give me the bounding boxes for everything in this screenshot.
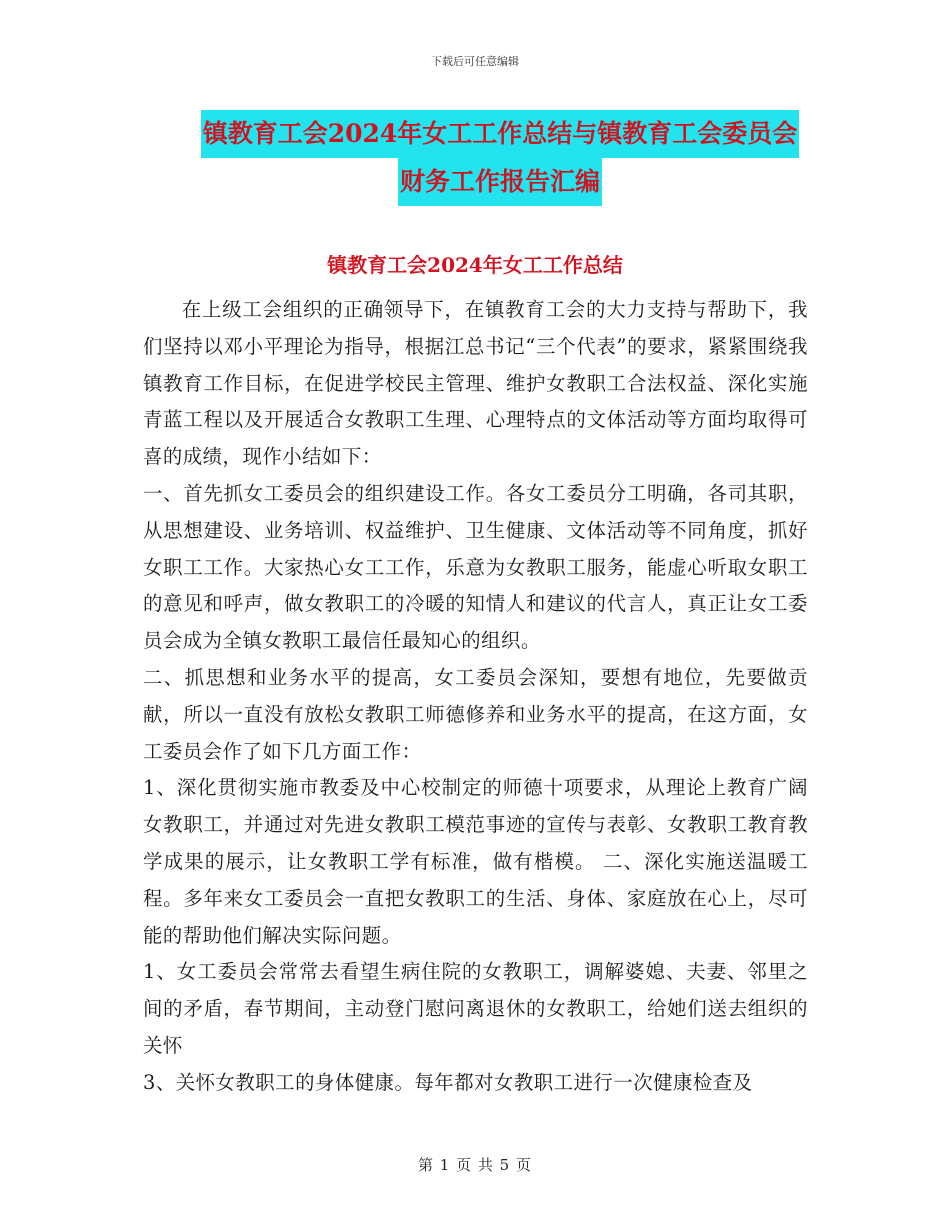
paragraph: 1、女工委员会常常去看望生病住院的女教职工，调解婆媳、夫妻、邻里之间的矛盾，春节期间，主动登门慰问离退休的女教职工，给她们送去组织的关怀 xyxy=(143,960,808,1057)
section-title: 镇教育工会2024年女工工作总结 xyxy=(327,253,623,277)
header-note: 下载后可任意编辑 xyxy=(431,55,519,68)
document-body xyxy=(143,292,808,1102)
paragraph: 二、抓思想和业务水平的提高，女工委员会深知，要想有地位，先要做贡献，所以一直没有放松女教职工师德修养和业务水平的提高，在这方面，女工委员会作了如下几方面工作： xyxy=(143,665,808,763)
page-number: 第 1 页 共 5 页 xyxy=(418,1156,532,1174)
paragraph: 1、深化贯彻实施市教委及中心校制定的师德十项要求，从理论上教育广阔女教职工，并通过对先进女教职工模范事迹的宣传与表彰、女教职工教育教学成果的展示，让女教职工学有标准，做有楷模。 二、深化实施送温暖工程。多年来女工委员会一直把女教职工的生活、身体、家庭放在心上，尽可能的帮助他们解决实际问题。 xyxy=(143,776,808,947)
paragraph: 3、关怀女教职工的身体健康。每年都对女教职工进行一次健康检查及 xyxy=(143,1070,753,1094)
document-title xyxy=(190,110,810,206)
paragraph: 在上级工会组织的正确领导下，在镇教育工会的大力支持与帮助下，我们坚持以邓小平理论为指导，根据江总书记“三个代表”的要求，紧紧围绕我镇教育工作目标，在促进学校民主管理、维护女教职工合法权益、深化实施青蓝工程以及开展适合女教职工生理、心理特点的文体活动等方面均取得可喜的成绩，现作小结如下： xyxy=(143,298,808,469)
paragraph: 一、首先抓女工委员会的组织建设工作。各女工委员分工明确，各司其职，从思想建设、业务培训、权益维护、卫生健康、文体活动等不同角度，抓好女职工工作。大家热心女工工作，乐意为女教职工服务，能虚心听取女职工的意见和呼声，做女教职工的冷暖的知情人和建议的代言人，真正让女工委员会成为全镇女教职工最信任最知心的组织。 xyxy=(143,481,808,653)
document-title-line-1: 镇教育工会2024年女工工作总结与镇教育工会委员会 xyxy=(201,110,800,158)
document-title-line-2: 财务工作报告汇编 xyxy=(398,158,602,206)
